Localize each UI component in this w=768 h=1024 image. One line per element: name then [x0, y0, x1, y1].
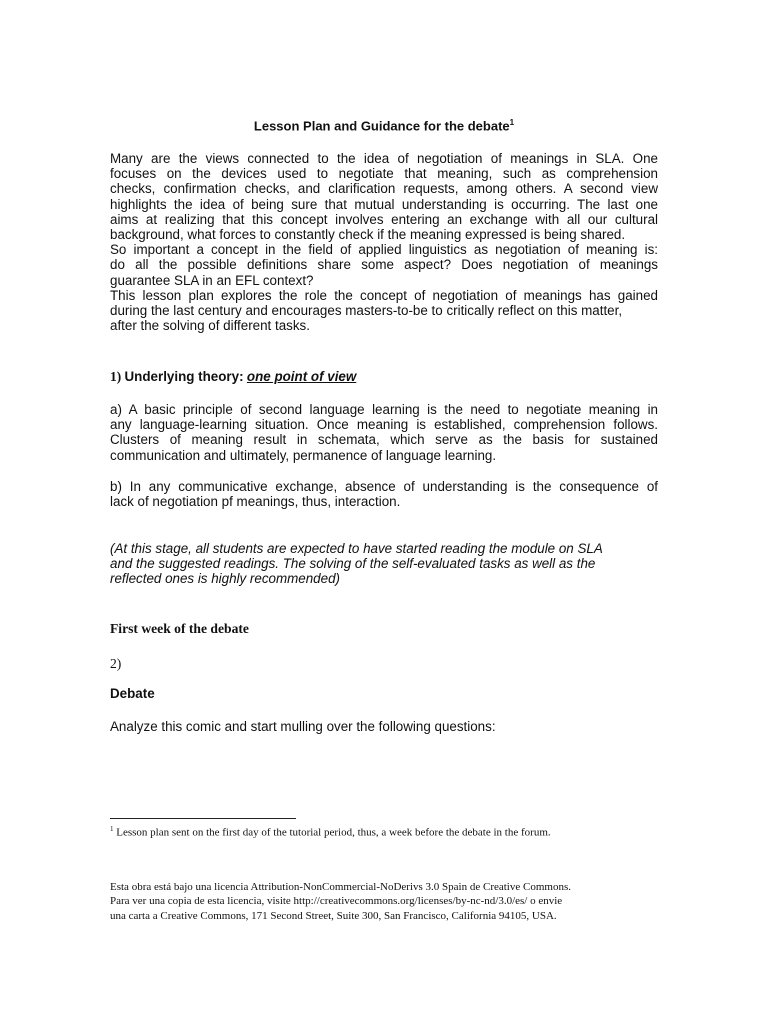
- paragraph-a-line: any language-learning situation. Once meaning is established, comprehension follows.: [110, 417, 658, 433]
- intro-line: So important a concept in the field of applied linguistics as negotiation of meaning is:: [110, 242, 658, 258]
- intro-line: during the last century and encourages masters-to-be to critically reflect on this matter,: [110, 303, 623, 319]
- license-line: una carta a Creative Commons, 171 Second Street, Suite 300, San Francisco, California 94105, USA.: [110, 909, 557, 922]
- paragraph-a-line: communication and ultimately, permanence of language learning.: [110, 447, 497, 463]
- intro-line: after the solving of different tasks.: [110, 318, 310, 334]
- license-notice: [110, 880, 658, 923]
- analyze-instruction: Analyze this comic and start mulling over the following questions:: [110, 719, 496, 734]
- paragraph-a-line: Clusters of meaning result in schemata, which serve as the basis for sustained: [110, 432, 658, 448]
- intro-line: guarantee SLA in an EFL context?: [110, 272, 314, 288]
- reading-note: [110, 541, 658, 587]
- paragraph-b: [110, 479, 658, 509]
- document-title: Lesson Plan and Guidance for the debate$^1$: [253, 118, 515, 134]
- intro-line: This lesson plan explores the role the concept of negotiation of meanings has gained: [110, 287, 658, 303]
- section-1-subtitle: one point of view: [246, 369, 357, 384]
- footnote: [110, 825, 551, 839]
- paragraph-a-line: a) A basic principle of second language learning is the need to negotiate meaning in: [110, 402, 658, 417]
- reading-note-line: and the suggested readings. The solving of the self-evaluated tasks as well as the: [110, 556, 596, 572]
- license-line: Para ver una copia de esta licencia, visite http://creativecommons.org/licenses/by-nc-nd/3.0/es/ o envie: [110, 895, 563, 908]
- reading-note-line: reflected ones is highly recommended): [110, 571, 340, 587]
- week-heading: First week of the debate: [110, 621, 249, 636]
- intro-line: do all the possible definitions share some aspect? Does negotiation of meanings: [110, 257, 658, 273]
- intro-line: background, what forces to constantly check if the meaning expressed is being shared.: [110, 227, 626, 243]
- section-1-heading: [110, 369, 356, 385]
- intro-line: aims at realizing that this concept involves entering an exchange with all our cultural: [110, 211, 658, 227]
- footnote-text: Lesson plan sent on the first day of the tutorial period, thus, a week before the debate in the forum.: [113, 826, 551, 839]
- section-1-label: Underlying theory:: [124, 369, 244, 384]
- intro-line: focuses on the devices used to negotiate that meaning, such as comprehension: [110, 166, 658, 182]
- title-footnote-marker: 1: [509, 118, 515, 127]
- footnote-divider: [110, 818, 296, 819]
- footnote-marker: 1: [110, 825, 114, 833]
- section-1-number: 1): [110, 369, 122, 384]
- paragraph-a: [110, 402, 658, 463]
- debate-heading: Debate: [110, 686, 155, 701]
- intro-line: checks, confirmation checks, and clarification requests, among others. A second view: [110, 181, 658, 197]
- paragraph-b-line: lack of negotiation pf meanings, thus, interaction.: [110, 494, 401, 510]
- section-2-number: 2): [110, 656, 122, 671]
- reading-note-line: (At this stage, all students are expected to have started reading the module on SLA: [110, 541, 603, 556]
- intro-line: Many are the views connected to the idea of negotiation of meanings in SLA. One: [110, 151, 658, 166]
- intro-paragraph: [110, 151, 658, 333]
- paragraph-b-line: b) In any communicative exchange, absence of understanding is the consequence of: [110, 479, 658, 494]
- license-line: Esta obra está bajo una licencia Attribution-NonCommercial-NoDerivs 3.0 Spain de Creative Commons.: [110, 881, 571, 893]
- intro-line: highlights the idea of being sure that mutual understanding is occurring. The last one: [110, 196, 658, 212]
